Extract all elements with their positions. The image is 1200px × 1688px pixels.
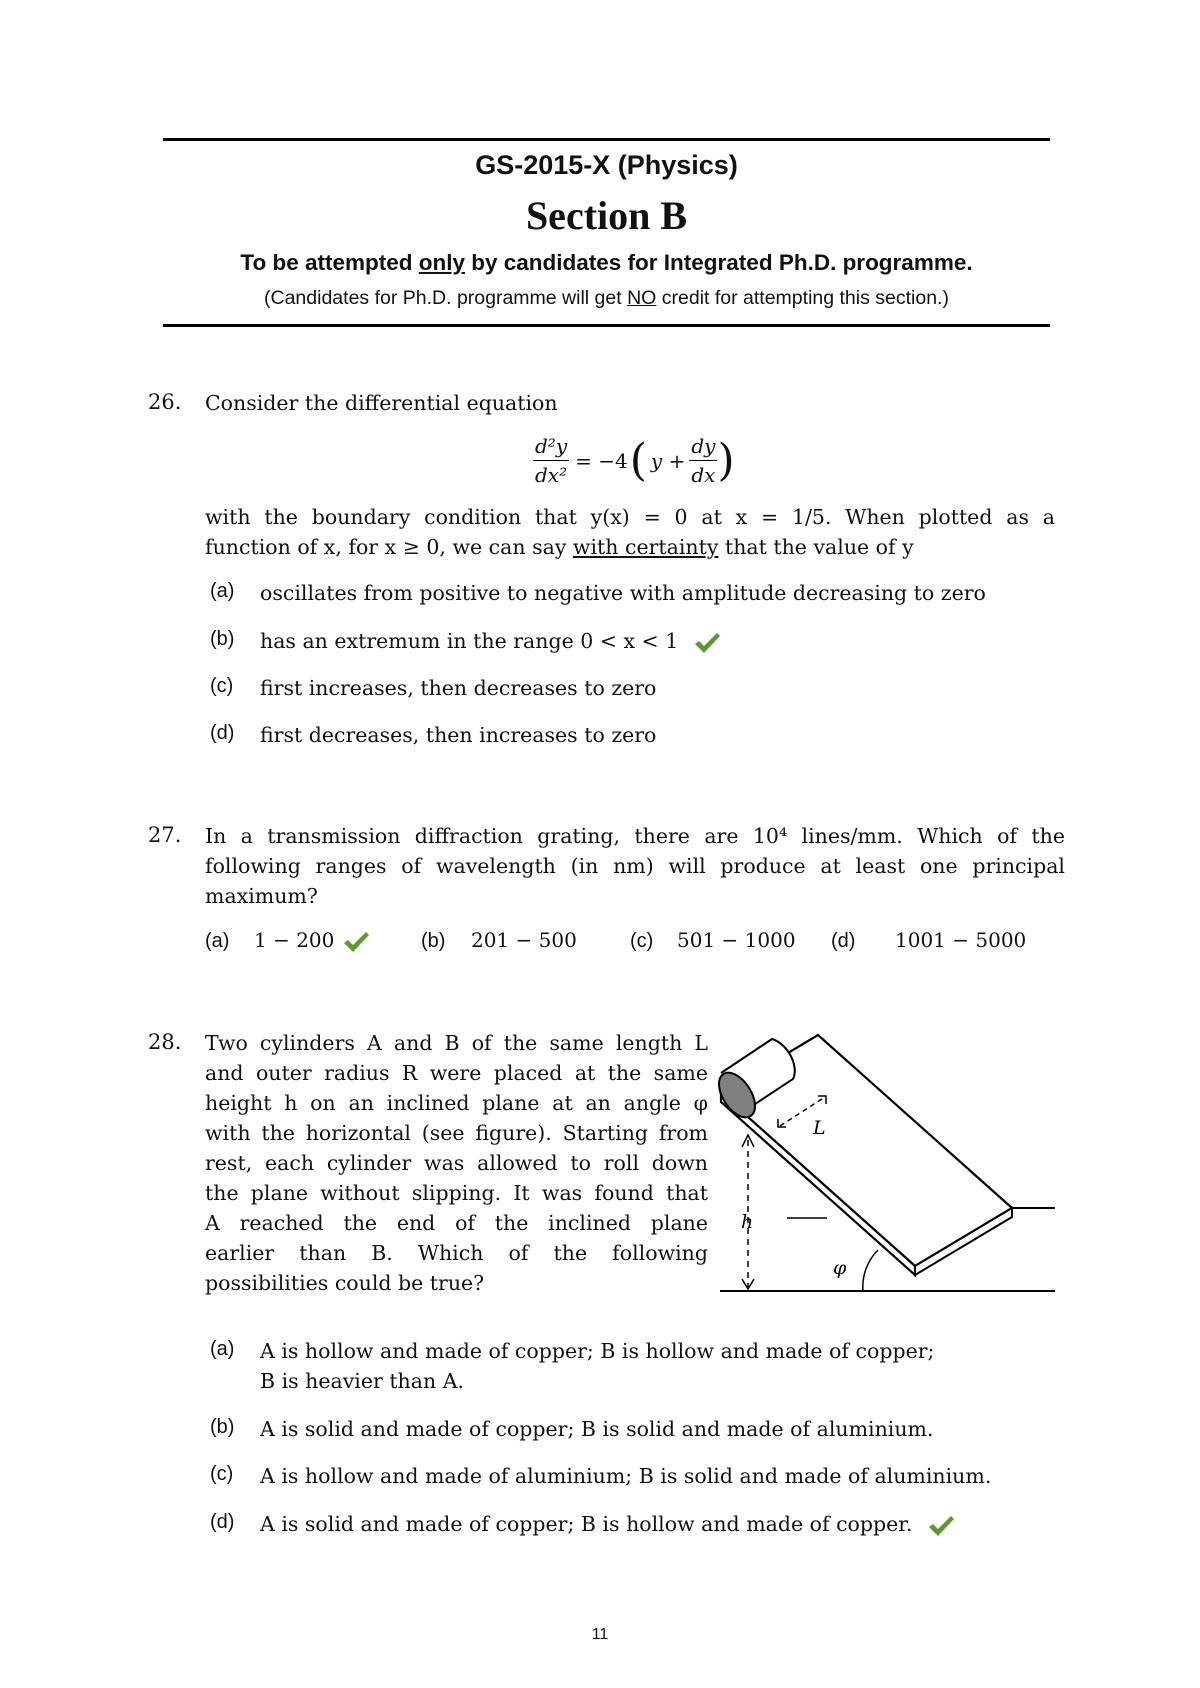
option-label: (a) [210,580,235,602]
q27-options-row [205,928,1065,960]
option-d-correct: A is solid and made of copper; B is hollow and made of copper. [260,1509,955,1539]
section-title: Section B [525,193,688,238]
q28-line: the plane without slipping. It was found that [205,1181,708,1205]
option-text: 501 − 1000 [677,928,796,952]
option-text: first increases, then decreases to zero [260,676,657,700]
q28-body [205,1028,708,1298]
q28-line: with the horizontal (see figure). Starting from [205,1121,708,1145]
question-number: 26. [148,390,182,414]
q28-line: possibilities could be true? [205,1271,485,1295]
question-number: 27. [148,823,182,847]
checkmark-icon [693,631,721,655]
question-line-3: maximum? [205,884,318,908]
checkmark-icon [342,930,370,954]
q28-line: earlier than B. Which of the following [205,1241,708,1265]
question-number: 28. [148,1030,182,1054]
option-a-correct: 1 − 200 [254,928,370,954]
option-label: (b) [421,930,446,952]
eq-lhs-denominator: dx² [535,463,568,487]
option-label: (a) [205,930,230,952]
q28-line: Two cylinders A and B of the same length L [205,1031,708,1055]
eq-rhs-numerator: dy [689,432,717,461]
option-text-continued: B is heavier than A. [260,1369,465,1393]
page-number: 11 [591,1626,609,1643]
option-label: (a) [210,1338,235,1360]
q28-line: height h on an inclined plane at an angle φ [205,1091,708,1115]
eq-middle: = −4 [575,448,628,473]
question-line-1: In a transmission diffraction grating, there are 10⁴ lines/mm. Which of the [205,824,1065,848]
option-label: (b) [210,628,235,650]
option-text: A is hollow and made of copper; B is hollow and made of copper; [260,1339,935,1363]
exam-code: GS-2015-X (Physics) [475,150,738,180]
top-rule [163,138,1050,141]
inclined-plane-figure [715,1025,1060,1305]
option-label: (d) [210,722,235,744]
length-label: L [813,1117,826,1139]
question-body-line-2: function of x, for x ≥ 0, we can say with certainty that the value of y [205,535,914,559]
angle-arc [863,1250,878,1291]
differential-equation: $\frac{\text{d²y}}{\text{dx²}}$ = −4 ( y + $\frac{dy}{dx}$ ) [535,434,735,487]
section-instruction: To be attempted only by candidates for Integrated Ph.D. programme. [240,250,973,275]
eq-rhs-denominator: dx [691,463,716,487]
option-text: A is solid and made of copper; B is solid and made of aluminium. [260,1417,934,1441]
option-label: (b) [210,1416,235,1438]
eq-y-term: y + [650,448,686,473]
q28-line: rest, each cylinder was allowed to roll down [205,1151,708,1175]
q28-line: A reached the end of the inclined plane [205,1211,708,1235]
option-text: oscillates from positive to negative with amplitude decreasing to zero [260,581,986,605]
bottom-rule [163,324,1050,327]
option-b-correct: has an extremum in the range 0 < x < 1 [260,626,721,656]
option-label: (c) [210,675,234,697]
eq-lhs-numerator: d²y [533,432,569,461]
question-line-2: following ranges of wavelength (in nm) will produce at least one principal [205,854,1065,878]
option-text: 1001 − 5000 [895,928,1027,952]
question-body-line-1: with the boundary condition that y(x) = 0 at x = 1/5. When plotted as a [205,505,1055,529]
q28-line: and outer radius R were placed at the same [205,1061,708,1085]
option-text: 201 − 500 [471,928,577,952]
checkmark-icon [927,1514,955,1538]
height-label: h [741,1211,754,1233]
question-intro: Consider the differential equation [205,391,558,415]
option-label: (d) [831,930,856,952]
option-text: first decreases, then increases to zero [260,723,657,747]
angle-label: φ [833,1257,847,1279]
section-note: (Candidates for Ph.D. programme will get NO credit for attempting this section.) [264,287,949,309]
option-label: (c) [630,930,654,952]
option-text: A is hollow and made of aluminium; B is solid and made of aluminium. [260,1464,992,1488]
option-label: (d) [210,1511,235,1533]
option-label: (c) [210,1463,234,1485]
